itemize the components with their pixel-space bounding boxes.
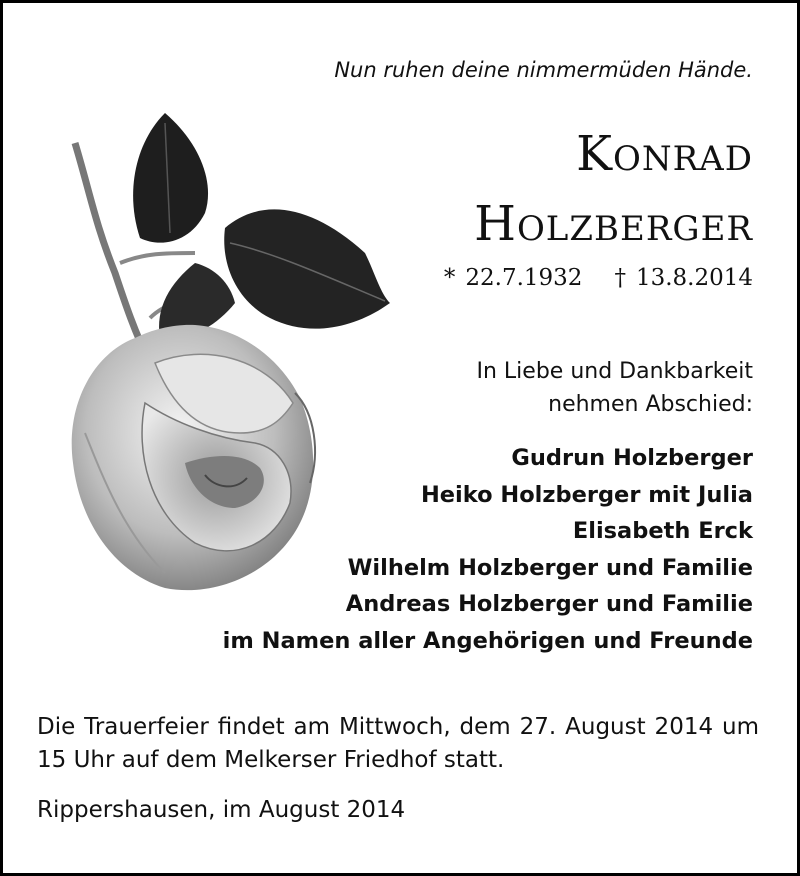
death-date: 13.8.2014 xyxy=(635,265,753,291)
mourner: Heiko Holzberger mit Julia xyxy=(420,481,753,508)
birth-date: 22.7.1932 xyxy=(465,265,583,291)
farewell-line: In Liebe und Dankbarkeit xyxy=(476,359,753,384)
mourner: Wilhelm Holzberger und Familie xyxy=(347,554,753,581)
mourner: Andreas Holzberger und Familie xyxy=(345,591,753,617)
service-announcement: Die Trauerfeier findet am Mittwoch, dem 27. August 2014 um 15 Uhr auf dem Melkerser Friedhof statt. xyxy=(37,714,759,773)
birth-symbol: * xyxy=(443,265,456,291)
mourners-list xyxy=(223,440,753,659)
mourner: Elisabeth Erck xyxy=(572,518,753,544)
place-and-date: Rippershausen, im August 2014 xyxy=(37,797,406,823)
farewell-line: nehmen Abschied: xyxy=(548,392,753,417)
epigraph: Nun ruhen deine nimmermüden Hände. xyxy=(334,58,753,82)
deceased-last-name: Holzberger xyxy=(474,196,753,252)
mourner: im Namen aller Angehörigen und Freunde xyxy=(222,627,753,654)
life-dates xyxy=(444,265,753,291)
mourner: Gudrun Holzberger xyxy=(511,445,753,471)
farewell-text xyxy=(477,355,754,421)
death-symbol: † xyxy=(614,265,626,291)
deceased-first-name: Konrad xyxy=(576,126,753,182)
